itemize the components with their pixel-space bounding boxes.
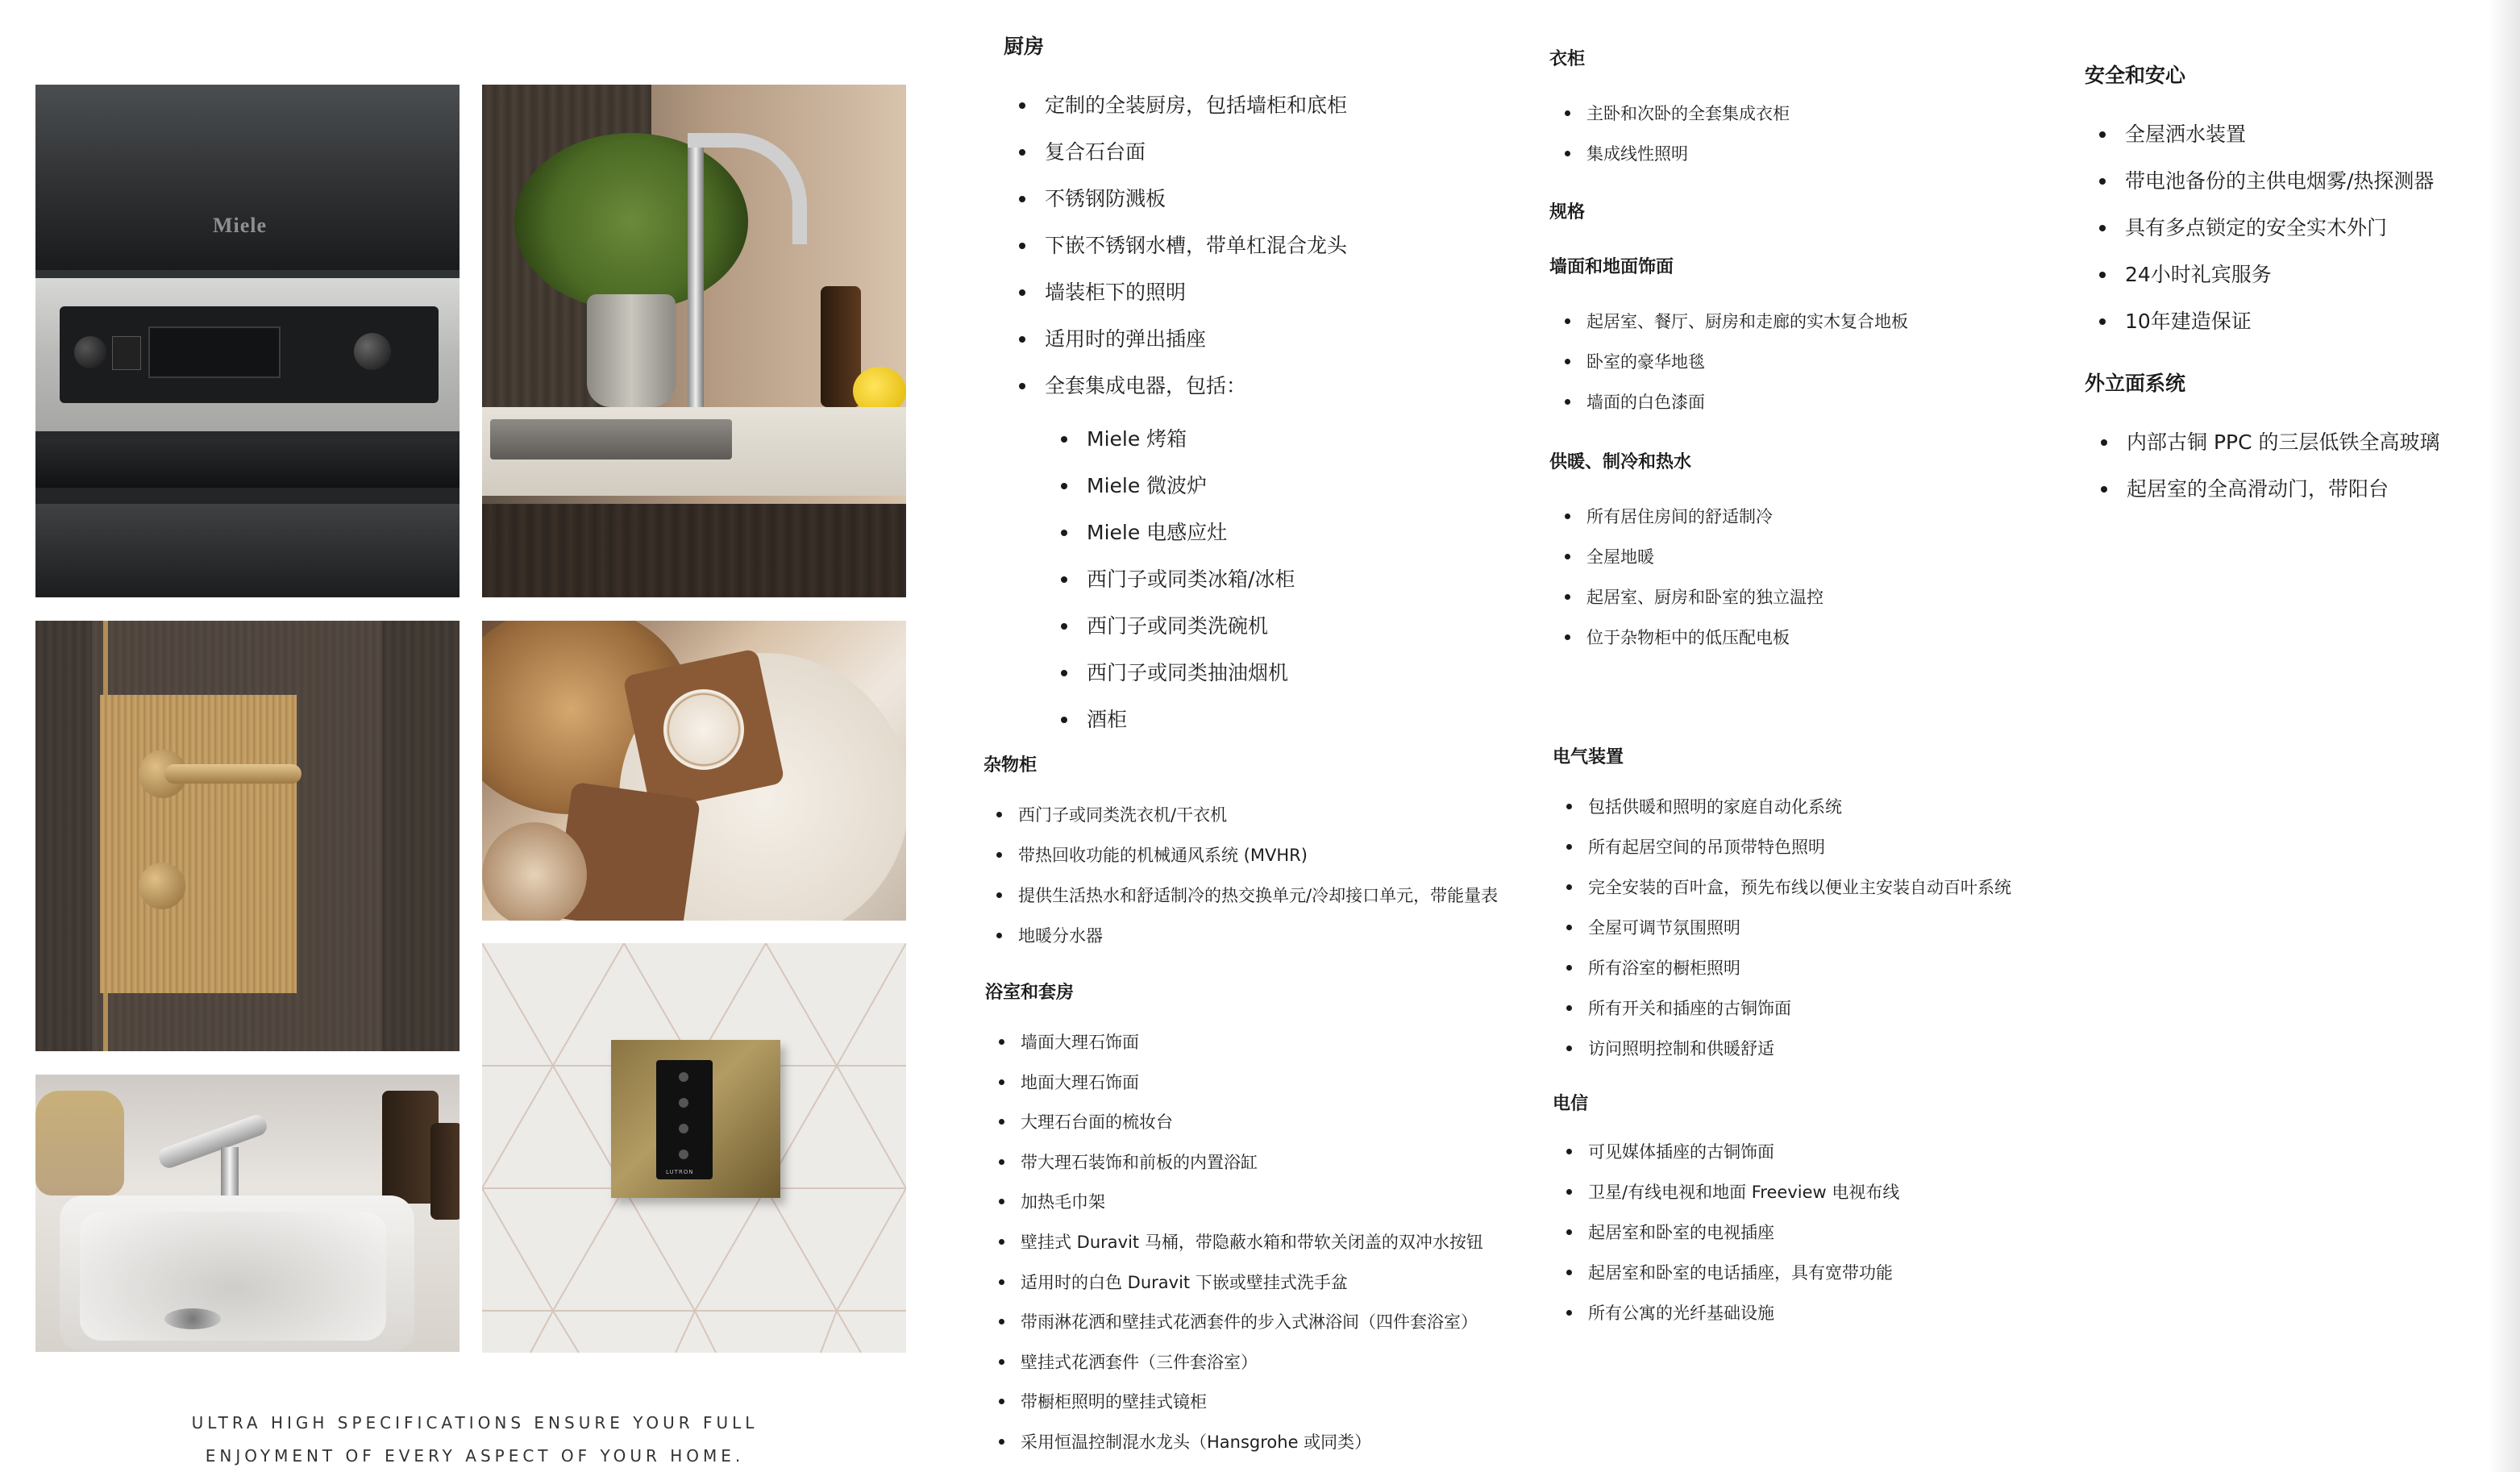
list-item: 10年建造保证	[2125, 308, 2434, 355]
list-item: 壁挂式 Duravit 马桶，带隐蔽水箱和带软关闭盖的双冲水按钮	[1021, 1230, 1483, 1270]
electrical-list	[1588, 795, 2011, 1077]
list-item: 加热毛巾架	[1021, 1190, 1483, 1230]
list-item: Miele 微波炉	[1087, 472, 1295, 519]
list-item: 访问照明控制和供暖舒适	[1588, 1037, 2011, 1077]
list-item: 大理石台面的梳妆台	[1021, 1110, 1483, 1150]
list-item: 带橱柜照明的壁挂式镜柜	[1021, 1390, 1483, 1430]
electrical-heading: 电气装置	[1553, 747, 1624, 767]
telecom-list	[1588, 1140, 1899, 1341]
list-item: 起居室和卧室的电视插座	[1588, 1220, 1899, 1261]
list-item: 所有起居空间的吊顶带特色照明	[1588, 835, 2011, 875]
utility-list	[1018, 803, 1498, 964]
list-item: 采用恒温控制混水龙头（Hansgrohe 或同类）	[1021, 1430, 1483, 1470]
list-item: 起居室、厨房和卧室的独立温控	[1586, 585, 1823, 626]
list-item: 适用时的白色 Duravit 下嵌或壁挂式洗手盆	[1021, 1270, 1483, 1311]
list-item: 24小时礼宾服务	[2125, 261, 2434, 308]
wardrobe-heading: 衣柜	[1549, 49, 1586, 69]
page-edge-shadow	[2488, 0, 2520, 1472]
list-item: 起居室、餐厅、厨房和走廊的实木复合地板	[1586, 310, 1908, 350]
list-item: 西门子或同类洗碗机	[1087, 613, 1295, 659]
list-item: 内部古铜 PPC 的三层低铁全高玻璃	[2127, 429, 2440, 476]
list-item: 全屋地暖	[1586, 545, 1823, 585]
list-item: 具有多点锁定的安全实木外门	[2125, 214, 2434, 261]
list-item: 带大理石装饰和前板的内置浴缸	[1021, 1150, 1483, 1191]
list-item: 全屋洒水装置	[2125, 121, 2434, 168]
oven-logo: Miele	[213, 214, 268, 237]
caption-line-1: ULTRA HIGH SPECIFICATIONS ENSURE YOUR FULL	[191, 1413, 759, 1432]
heating-list	[1586, 505, 1823, 666]
list-item: 定制的全装厨房，包括墙柜和底柜	[1045, 92, 1347, 139]
oven-photo	[35, 85, 460, 597]
list-item: 带电池备份的主供电烟雾/热探测器	[2125, 168, 2434, 214]
finishes-list	[1586, 310, 1908, 430]
list-item: 复合石台面	[1045, 139, 1347, 185]
door-handle-photo	[35, 621, 460, 1051]
list-item: 不锈钢防溅板	[1045, 185, 1347, 232]
list-item: 位于杂物柜中的低压配电板	[1586, 626, 1823, 666]
finishes-heading: 墙面和地面饰面	[1549, 257, 1674, 277]
bathroom-list	[1021, 1030, 1483, 1470]
list-item: 适用时的弹出插座	[1045, 326, 1347, 372]
list-item: 提供生活热水和舒适制冷的热交换单元/冷却接口单元，带能量表	[1018, 884, 1498, 924]
specs-heading: 规格	[1549, 202, 1586, 222]
bathroom-basin-photo	[35, 1075, 460, 1352]
caption-line-2: ENJOYMENT OF EVERY ASPECT OF YOUR HOME.	[205, 1446, 745, 1466]
list-item: 集成线性照明	[1586, 142, 1790, 182]
list-item: 西门子或同类洗衣机/干衣机	[1018, 803, 1498, 843]
list-item: 西门子或同类冰箱/冰柜	[1087, 566, 1295, 613]
list-item: 所有开关和插座的古铜饰面	[1588, 996, 2011, 1037]
kitchen-list	[1045, 92, 1347, 419]
list-item: 完全安装的百叶盒，预先布线以便业主安装自动百叶系统	[1588, 875, 2011, 916]
safety-list	[2125, 121, 2434, 355]
kitchen-sink-photo	[482, 85, 906, 597]
telecom-heading: 电信	[1553, 1094, 1589, 1114]
list-item: 所有公寓的光纤基础设施	[1588, 1301, 1899, 1341]
list-item: 卧室的豪华地毯	[1586, 350, 1908, 390]
list-item: 主卧和次卧的全套集成衣柜	[1586, 102, 1790, 142]
list-item: 卫星/有线电视和地面 Freeview 电视布线	[1588, 1180, 1899, 1220]
list-item: 墙面大理石饰面	[1021, 1030, 1483, 1071]
list-item: 地暖分水器	[1018, 924, 1498, 964]
list-item: 包括供暖和照明的家庭自动化系统	[1588, 795, 2011, 835]
switch-logo: LUTRON	[666, 1169, 694, 1175]
list-item: 带热回收功能的机械通风系统 (MVHR)	[1018, 843, 1498, 884]
list-item: 全屋可调节氛围照明	[1588, 916, 2011, 956]
list-item: 带雨淋花洒和壁挂式花洒套件的步入式淋浴间（四件套浴室）	[1021, 1310, 1483, 1350]
dining-table-photo	[482, 621, 906, 921]
list-item: 起居室的全高滑动门，带阳台	[2127, 476, 2440, 522]
list-item: 全套集成电器，包括：	[1045, 372, 1347, 419]
light-switch-photo	[482, 943, 906, 1353]
list-item: 墙装柜下的照明	[1045, 279, 1347, 326]
safety-heading: 安全和安心	[2085, 64, 2186, 87]
wardrobe-list	[1586, 102, 1790, 182]
list-item: 所有居住房间的舒适制冷	[1586, 505, 1823, 545]
list-item: 壁挂式花洒套件（三件套浴室）	[1021, 1350, 1483, 1391]
utility-heading: 杂物柜	[983, 755, 1038, 776]
list-item: 墙面的白色漆面	[1586, 390, 1908, 430]
facade-heading: 外立面系统	[2085, 372, 2186, 395]
heating-heading: 供暖、制冷和热水	[1549, 452, 1692, 472]
list-item: Miele 烤箱	[1087, 426, 1295, 472]
bathroom-heading: 浴室和套房	[985, 983, 1075, 1003]
list-item: 西门子或同类抽油烟机	[1087, 659, 1295, 706]
list-item: 酒柜	[1087, 706, 1295, 753]
list-item: 所有浴室的橱柜照明	[1588, 956, 2011, 996]
list-item: 起居室和卧室的电话插座，具有宽带功能	[1588, 1261, 1899, 1301]
list-item: 可见媒体插座的古铜饰面	[1588, 1140, 1899, 1180]
list-item: 地面大理石饰面	[1021, 1071, 1483, 1111]
list-item: 下嵌不锈钢水槽，带单杠混合龙头	[1045, 232, 1347, 279]
appliance-list	[1087, 426, 1295, 753]
list-item: Miele 电感应灶	[1087, 519, 1295, 566]
facade-list	[2127, 429, 2440, 522]
kitchen-heading: 厨房	[1004, 35, 1045, 58]
